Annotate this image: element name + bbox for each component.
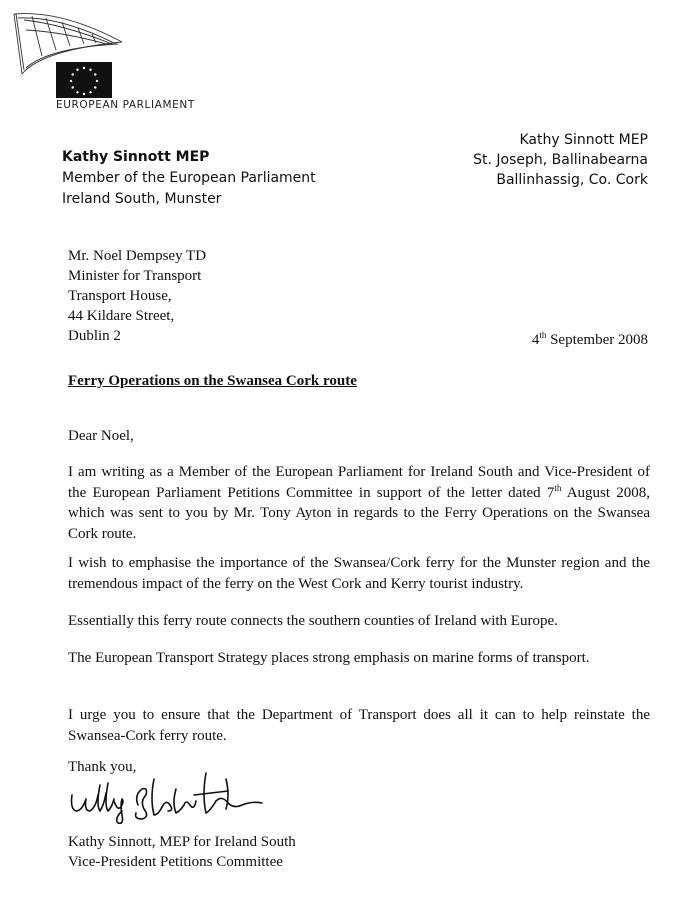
- signatory-title: Vice-President Petitions Committee: [68, 854, 283, 870]
- sender-address: [473, 130, 648, 190]
- paragraph-3: Essentially this ferry route connects the southern counties of Ireland with Europe.: [68, 613, 558, 629]
- sender-name: Kathy Sinnott MEP: [62, 149, 210, 165]
- signature-block: [68, 832, 296, 872]
- recipient-building: Transport House,: [68, 288, 172, 304]
- date-rest: September 2008: [546, 332, 648, 348]
- logo-caption: EUROPEAN PARLIAMENT: [56, 99, 195, 111]
- closing: Thank you,: [68, 759, 137, 775]
- european-parliament-logo-icon: [12, 10, 132, 100]
- sender-block: [62, 147, 316, 210]
- paragraph-1-part1: I am writing as a Member of the European Parliament for Ireland South and Vice-President of the European Parliament Petitions Committee in support of the letter dated 7: [68, 464, 650, 501]
- recipient-street: 44 Kildare Street,: [68, 308, 175, 324]
- address-town: Ballinhassig, Co. Cork: [496, 172, 648, 188]
- recipient-name: Mr. Noel Dempsey TD: [68, 248, 207, 264]
- address-street: St. Joseph, Ballinabearna: [473, 152, 648, 168]
- salutation: Dear Noel,: [68, 428, 134, 444]
- letter-subject: Ferry Operations on the Swansea Cork route: [68, 373, 357, 389]
- paragraph-1: [68, 462, 650, 544]
- sender-constituency: Ireland South, Munster: [62, 191, 222, 207]
- date-day: 4: [531, 332, 540, 348]
- paragraph-1-part2: August 2008, which was sent to you by Mr. Tony Ayton in regards to the Ferry Operations on the Swansea Cork route.: [68, 484, 651, 542]
- signatory-name: Kathy Sinnott, MEP for Ireland South: [68, 834, 296, 850]
- letter-date: [532, 332, 648, 349]
- handwritten-signature: [66, 765, 276, 827]
- sender-title: Member of the European Parliament: [62, 170, 316, 186]
- paragraph-1-sup: th: [554, 482, 562, 493]
- recipient-title: Minister for Transport: [68, 268, 202, 284]
- paragraph-2: I wish to emphasise the importance of the Swansea/Cork ferry for the Munster region and the tremendous impact of the ferry on the West Cork and Kerry tourist industry.: [68, 555, 650, 592]
- paragraph-4: The European Transport Strategy places strong emphasis on marine forms of transport.: [68, 650, 590, 666]
- paragraph-5: I urge you to ensure that the Department of Transport does all it can to help reinstate the Swansea-Cork ferry route.: [68, 707, 650, 744]
- date-suffix: th: [539, 330, 547, 340]
- address-name: Kathy Sinnott MEP: [519, 132, 648, 148]
- recipient-block: [68, 246, 206, 346]
- recipient-city: Dublin 2: [68, 328, 121, 344]
